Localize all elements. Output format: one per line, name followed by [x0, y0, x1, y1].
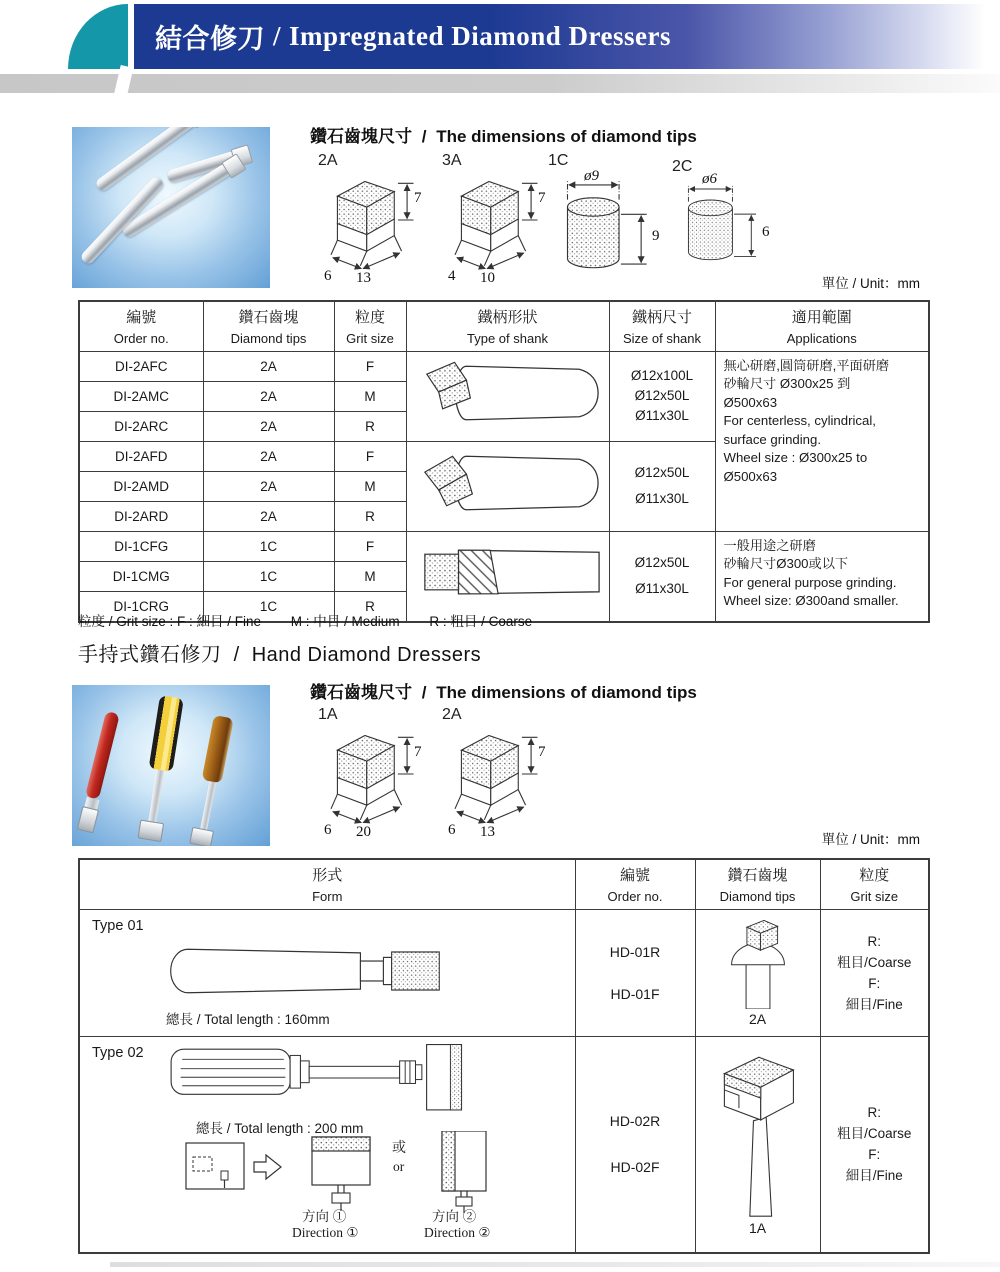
grit: R [334, 501, 406, 531]
section2-title-en: Hand Diamond Dressers [251, 644, 482, 666]
grit: M [334, 561, 406, 591]
dim-height: 7 [414, 190, 422, 206]
col-grit-size: 粒度 Grit size [820, 859, 929, 909]
tip-label: 1A [318, 706, 338, 723]
tip-label: 1C [548, 152, 569, 169]
order-no: DI-2AMD [79, 471, 203, 501]
total-length-label: 總長 / Total length : 160mm [166, 1011, 330, 1027]
shank-drawing-square [406, 531, 609, 622]
tip-drawing-cell [695, 1036, 820, 1253]
tip-type-label: 1A [748, 1220, 767, 1237]
product-photo-dressers [72, 127, 270, 288]
tip-diagram-2a-hand [442, 706, 567, 841]
col-applications: 適用範圍 Applications [715, 301, 929, 351]
form-type02 [79, 1036, 575, 1253]
dim-width: 20 [356, 824, 371, 840]
col-form: 形式 Form [79, 859, 575, 909]
dresser-head [137, 820, 164, 843]
shank-sizes: Ø12x50L Ø11x30L [609, 441, 715, 531]
dim-diameter: ø6 [702, 171, 717, 187]
unit-note-2: 單位 / Unit：mm [821, 832, 920, 847]
shank-drawing-angled [406, 441, 609, 531]
page-title-separator: / [273, 21, 282, 51]
col-diamond-tips: 鑽石齒塊 Diamond tips [203, 301, 334, 351]
dim-height: 7 [538, 190, 546, 206]
order-no: DI-2AMC [79, 381, 203, 411]
hand-dressers-table [78, 858, 930, 1254]
dim-height: 7 [414, 744, 422, 760]
dim-width: 13 [356, 270, 371, 286]
dims-title-2-sep: / [421, 683, 427, 702]
order-no: HD-01R [609, 943, 661, 960]
dim-width: 10 [480, 270, 495, 286]
grit-size-legend [78, 610, 558, 630]
diamond-tip: 2A [203, 381, 334, 411]
grit: F [334, 441, 406, 471]
shaft [200, 781, 216, 829]
diamond-tip [185, 127, 211, 129]
page-title [155, 4, 671, 69]
grit-options [820, 1036, 929, 1253]
order-no: HD-02R [609, 1113, 661, 1130]
direction2-en: Direction ② [424, 1224, 491, 1240]
shank-drawing-straight [406, 351, 609, 441]
grit-options [820, 909, 929, 1036]
dims-title-1-zh: 鑽石齒塊尺寸 [310, 127, 412, 146]
diamond-tip: 2A [203, 471, 334, 501]
unit-note-1: 單位 / Unit：mm [821, 276, 920, 291]
product-photo-hand-dressers [72, 685, 270, 846]
grit-line: 細目/Fine [845, 996, 903, 1012]
tip-label: 2A [442, 706, 462, 723]
direction1-en: Direction ① [292, 1224, 359, 1240]
dresser-head [189, 827, 214, 846]
order-no: DI-1CMG [79, 561, 203, 591]
page-title-zh: 結合修刀 [155, 24, 265, 54]
dim-height: 6 [762, 224, 770, 240]
section2-title-zh: 手持式鑽石修刀 [78, 644, 222, 666]
tip-diagram-2c [672, 158, 792, 288]
dim-depth: 4 [448, 268, 456, 284]
grit: M [334, 381, 406, 411]
tip-label: 2C [672, 158, 693, 175]
or-label-zh: 或 [392, 1138, 406, 1155]
applications-text: 無心研磨,圓筒研磨,平面研磨 砂輪尺寸 Ø300x25 到 Ø500x63 For centerless, cylindrical, surface grinding. Wheel size : Ø300x25 to Ø500x63 [715, 351, 929, 531]
order-no: DI-2AFD [79, 441, 203, 471]
dim-height: 7 [538, 744, 546, 760]
tip-diagram-1c [548, 152, 678, 292]
order-no: HD-01F [610, 985, 660, 1002]
table-row-type01 [79, 909, 929, 1036]
table-header-row [79, 301, 929, 351]
diamond-tip: 1C [203, 561, 334, 591]
grit-line: 粗目/Coarse [837, 954, 912, 970]
dims-title-1-sep: / [421, 127, 427, 146]
tip-diagram-2a [318, 152, 443, 287]
tip-drawing-cell [695, 909, 820, 1036]
order-no: DI-1CRG [79, 591, 203, 621]
mounting-direction-drawing [180, 1131, 510, 1215]
hand-dresser-amber [189, 715, 236, 846]
table-header-row [79, 859, 929, 909]
type01-tool-drawing [160, 942, 505, 1000]
grit-line: 細目/Fine [845, 1168, 903, 1184]
direction1-zh: 方向 ① [302, 1208, 347, 1224]
grit-line: R: [867, 933, 881, 949]
dims-title-1-en: The dimensions of diamond tips [436, 127, 697, 146]
grit-line: F: [868, 975, 881, 991]
diamond-tip: 2A [203, 501, 334, 531]
tip-label: 3A [442, 152, 462, 169]
applications-text: 一般用途之研磨 砂輪尺寸Ø300或以下 For general purpose grinding. Wheel size: Ø300and smaller. [715, 531, 929, 622]
dims-title-2 [310, 678, 697, 703]
diamond-tip: 2A [203, 411, 334, 441]
dressers-spec-table [78, 300, 930, 623]
dim-diameter: ø9 [584, 168, 599, 184]
page-title-en: Impregnated Diamond Dressers [289, 21, 672, 51]
diamond-tip: 1C [203, 591, 334, 621]
dim-depth: 6 [324, 268, 332, 284]
dim-depth: 6 [448, 822, 456, 838]
grit-line: 粗目/Coarse [837, 1126, 912, 1142]
dims-title-1 [310, 122, 697, 147]
tip-1a-drawing [708, 1050, 808, 1218]
dresser-head [77, 806, 99, 833]
diamond-tip: 2A [203, 351, 334, 381]
tip-diagram-1a [318, 706, 443, 841]
header-teal-quarter [68, 4, 128, 69]
col-size-of-shank: 鐵柄尺寸 Size of shank [609, 301, 715, 351]
section2-title-sep: / [233, 644, 240, 666]
hand-dresser-yellow [137, 695, 183, 842]
grit: F [334, 351, 406, 381]
table-row [79, 531, 929, 561]
grit: R [334, 411, 406, 441]
tip-cylinder-drawing [672, 178, 774, 277]
col-type-of-shank: 鐵柄形狀 Type of shank [406, 301, 609, 351]
form-label: Type 01 [92, 917, 144, 934]
grit-legend-fine: 粒度 / Grit size : F : 細目 / Fine [78, 614, 262, 629]
dim-height: 9 [652, 228, 660, 244]
dims-title-2-en: The dimensions of diamond tips [436, 683, 697, 702]
order-no: HD-02F [610, 1159, 660, 1176]
grit: F [334, 531, 406, 561]
hand-dresser-red [77, 711, 123, 833]
col-diamond-tips: 鑽石齒塊 Diamond tips [695, 859, 820, 909]
red-handle [85, 711, 120, 800]
grit: R [334, 591, 406, 621]
dim-depth: 6 [324, 822, 332, 838]
table-row-type02 [79, 1036, 929, 1253]
grit-line: F: [868, 1147, 881, 1163]
yellow-handle [149, 695, 184, 772]
direction2-zh: 方向 ② [432, 1208, 477, 1224]
shank-sizes: Ø12x50L Ø11x30L [609, 531, 715, 622]
col-order-no: 編號 Order no. [79, 301, 203, 351]
tip-on-shank-drawing [718, 917, 798, 1009]
order-no: DI-2ARC [79, 411, 203, 441]
form-type01 [79, 909, 575, 1036]
order-numbers [575, 1036, 695, 1253]
section2-title [78, 638, 481, 667]
grit-line: R: [867, 1105, 881, 1121]
header-gray-strip [0, 74, 1000, 93]
diamond-tip: 2A [203, 441, 334, 471]
order-no: DI-2ARD [79, 501, 203, 531]
dresser-rod [94, 127, 197, 193]
footer-divider [110, 1262, 1000, 1267]
form-label: Type 02 [92, 1044, 144, 1061]
order-no: DI-1CFG [79, 531, 203, 561]
amber-handle [202, 715, 234, 784]
dims-title-2-zh: 鑽石齒塊尺寸 [310, 683, 412, 702]
type02-tool-drawing [160, 1043, 525, 1113]
diamond-tip: 1C [203, 531, 334, 561]
grit-legend-medium: M : 中目 / Medium [290, 614, 400, 629]
tip-cylinder-drawing [548, 172, 668, 288]
total-length-label: 總長 / Total length : 200 mm [196, 1120, 364, 1136]
col-grit-size: 粒度 Grit size [334, 301, 406, 351]
order-numbers [575, 909, 695, 1036]
or-label-en: or [393, 1158, 405, 1174]
shank-sizes: Ø12x100L Ø12x50L Ø11x30L [609, 351, 715, 441]
tip-label: 2A [318, 152, 338, 169]
shaft [148, 769, 164, 822]
order-no: DI-2AFC [79, 351, 203, 381]
dim-width: 13 [480, 824, 495, 840]
table-row [79, 351, 929, 381]
col-order-no: 編號 Order no. [575, 859, 695, 909]
tip-type-label: 2A [748, 1010, 767, 1027]
grit-legend-coarse: R : 粗目 / Coarse [429, 614, 533, 629]
grit: M [334, 471, 406, 501]
